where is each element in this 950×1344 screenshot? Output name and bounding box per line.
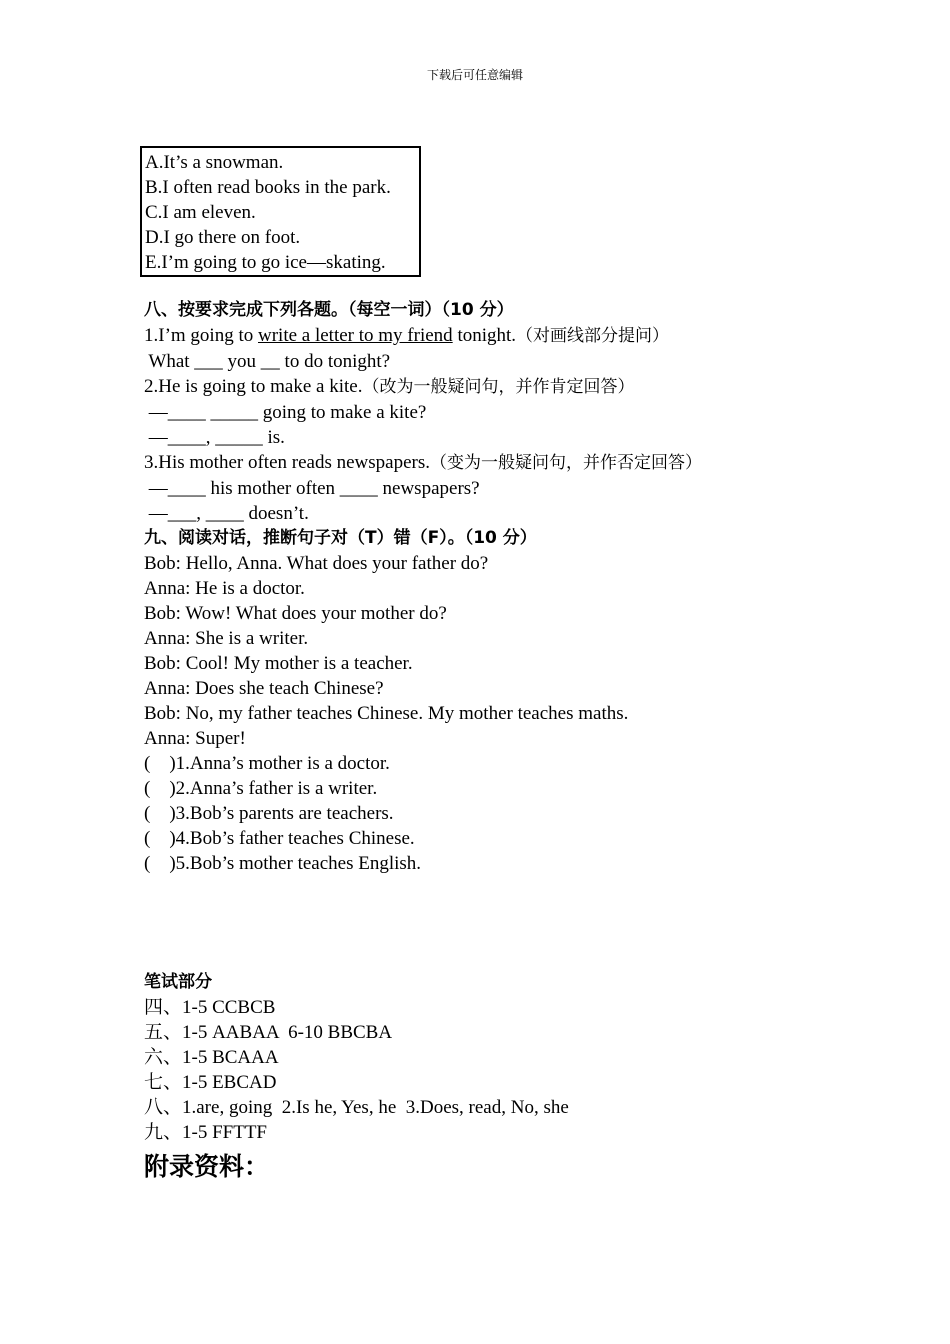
section-9-title: 九、阅读对话，推断句子对（T）错（F）。（10 分） (144, 528, 537, 548)
dialogue-line: Anna: He is a doctor. (144, 578, 305, 599)
section-8 (144, 298, 702, 876)
q3-answer-2: —___, ____ doesn’t. (144, 503, 309, 524)
q1-note: （对画线部分提问） (516, 326, 670, 346)
q3-note: （变为一般疑问句，并作否定回答） (429, 453, 702, 473)
dialogue-line: Anna: Does she teach Chinese? (144, 678, 384, 699)
q2-answer-2: —____, _____ is. (144, 427, 285, 448)
dialogue-line: Anna: She is a writer. (144, 628, 309, 649)
answer-line: 四、1-5 CCBCB (144, 997, 276, 1018)
statement: ( )2.Anna’s father is a writer. (144, 778, 378, 799)
answer-line: 六、1-5 BCAAA (144, 1047, 279, 1068)
option-e: E.I’m going to go ice—skating. (145, 252, 386, 273)
dialogue-line: Bob: Cool! My mother is a teacher. (144, 653, 413, 674)
dialogue-line: Bob: No, my father teaches Chinese. My mother teaches maths. (144, 703, 629, 724)
statement: ( )5.Bob’s mother teaches English. (144, 853, 422, 874)
answer-key (144, 970, 569, 1182)
q1-answer: What ___ you __ to do tonight? (144, 351, 391, 372)
q1-prefix: 1.I’m going to (144, 325, 258, 346)
answer-key-title: 笔试部分 (144, 972, 212, 992)
q3-text: 3.His mother often reads newspapers. (144, 452, 430, 473)
question-2 (144, 374, 702, 400)
options-box (140, 146, 421, 277)
option-d: D.I go there on foot. (145, 227, 301, 248)
statement: ( )3.Bob’s parents are teachers. (144, 803, 394, 824)
answer-line: 九、1-5 FFTTF (144, 1122, 267, 1143)
answer-line: 五、1-5 AABAA 6-10 BBCBA (144, 1022, 393, 1043)
dialogue-line: Anna: Super! (144, 728, 246, 749)
q3-answer-1: —____ his mother often ____ newspapers? (144, 478, 480, 499)
option-b: B.I often read books in the park. (145, 177, 391, 198)
answer-line: 七、1-5 EBCAD (144, 1072, 277, 1093)
answer-line: 八、1.are, going 2.Is he, Yes, he 3.Does, read, No, she (144, 1097, 569, 1118)
question-1 (144, 323, 702, 349)
q2-answer-1: —____ _____ going to make a kite? (144, 402, 427, 423)
appendix-title: 附录资料： (144, 1152, 270, 1181)
q1-underlined: write a letter to my friend (258, 325, 453, 346)
option-c: C.I am eleven. (145, 202, 256, 223)
page-header: 下载后可任意编辑 (426, 68, 523, 82)
q2-note: （改为一般疑问句，并作肯定回答） (362, 377, 635, 397)
question-3 (144, 450, 702, 476)
section-8-title: 八、按要求完成下列各题。（每空一词）（10 分） (144, 300, 514, 320)
q2-text: 2.He is going to make a kite. (144, 376, 363, 397)
statement: ( )1.Anna’s mother is a doctor. (144, 753, 390, 774)
option-a: A.It’s a snowman. (145, 152, 284, 173)
dialogue-line: Bob: Hello, Anna. What does your father do? (144, 553, 489, 574)
q1-suffix: tonight. (452, 325, 517, 346)
dialogue-line: Bob: Wow! What does your mother do? (144, 603, 447, 624)
statement: ( )4.Bob’s father teaches Chinese. (144, 828, 415, 849)
